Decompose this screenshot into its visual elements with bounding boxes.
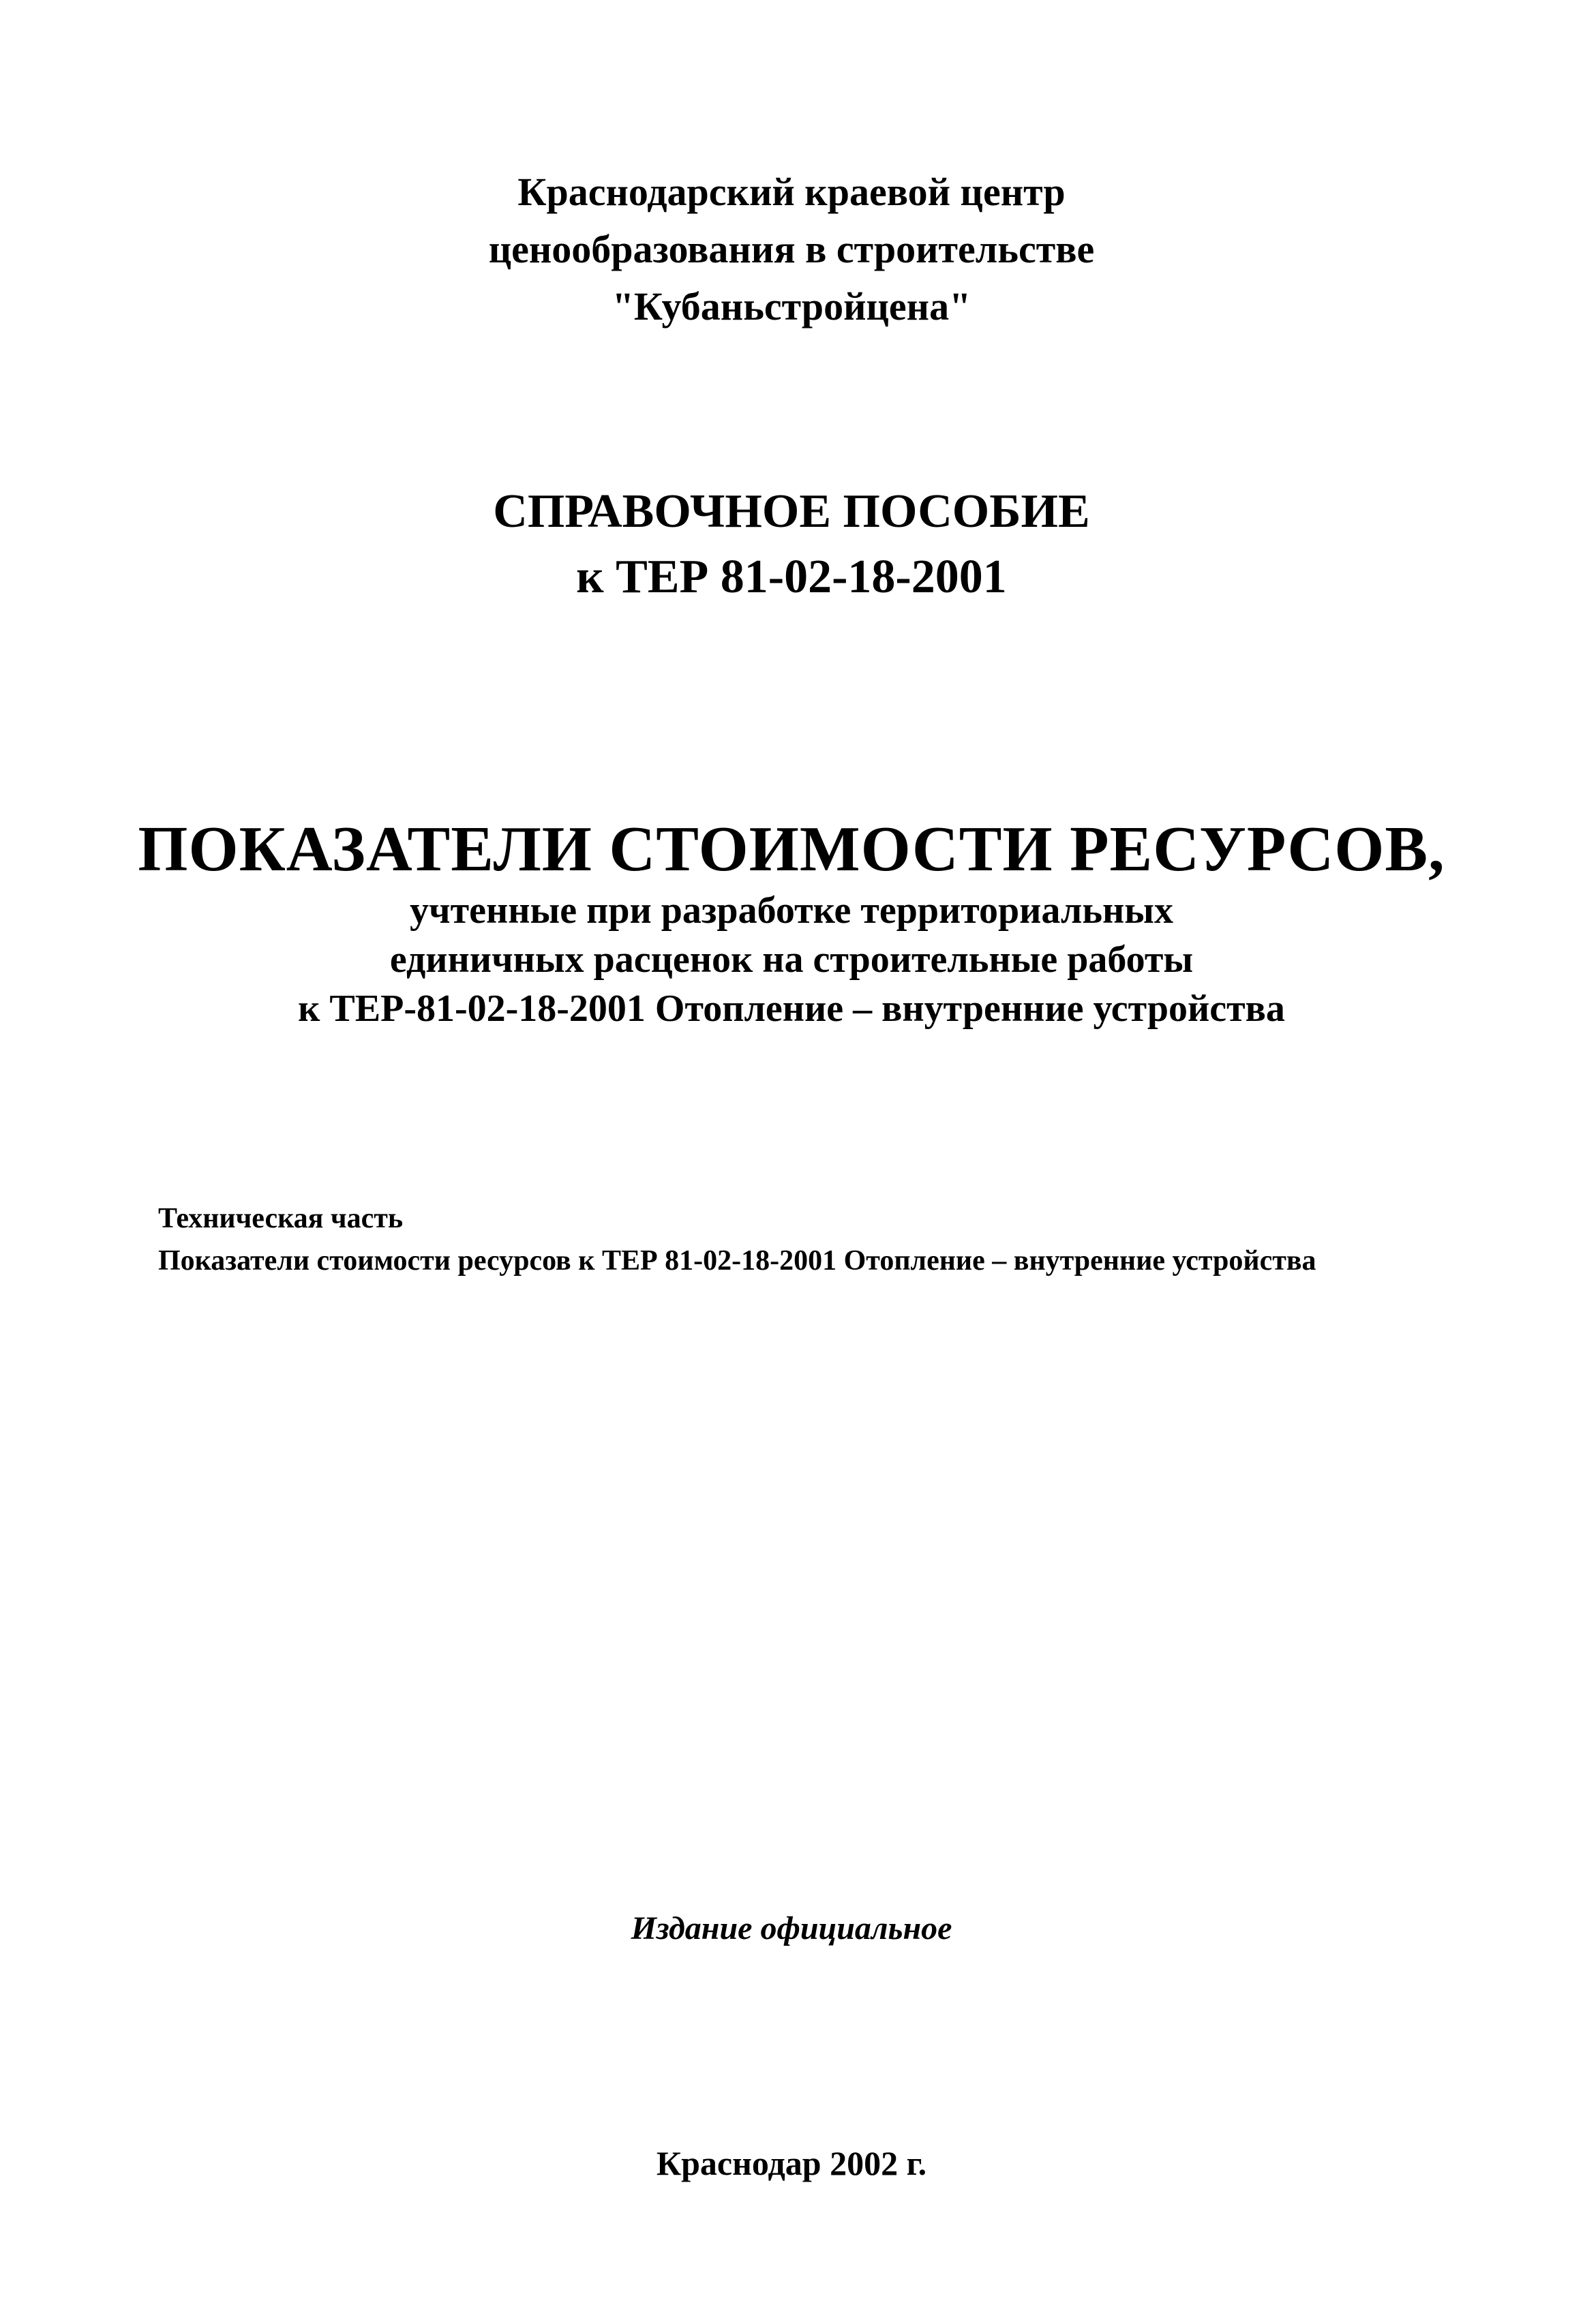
subtitle-line-3: к ТЕР-81-02-18-2001 Отопление – внутренние устройства: [298, 988, 1285, 1030]
edition-text: Издание официальное: [631, 1910, 952, 1946]
contents-item-resource-costs: Показатели стоимости ресурсов к ТЕР 81-02-18-2001 Отопление – внутренние устройства: [158, 1245, 1316, 1276]
manual-title-line-2: к ТЕР 81-02-18-2001: [576, 551, 1007, 603]
main-heading-title: ПОКАЗАТЕЛИ СТОИМОСТИ РЕСУРСОВ,: [138, 814, 1445, 885]
subtitle-line-1: учтенные при разработке территориальных: [410, 889, 1173, 932]
contents-item-technical-part: Техническая часть: [158, 1203, 404, 1234]
organization-line-1: Краснодарский краевой центр: [517, 170, 1066, 214]
main-heading: [0, 811, 1583, 887]
imprint: [0, 2142, 1583, 2184]
imprint-place-year: Краснодар 2002 г.: [656, 2144, 927, 2182]
edition-note: [0, 1908, 1583, 1949]
organization-line-2: ценообразования в строительстве: [488, 227, 1095, 271]
organization-header: [0, 164, 1583, 335]
manual-title-line-1: СПРАВОЧНОЕ ПОСОБИЕ: [493, 485, 1090, 538]
organization-line-3: "Кубаньстройцена": [612, 284, 971, 328]
contents-list: [158, 1197, 1453, 1282]
subtitle-line-2: единичных расценок на строительные работы: [389, 938, 1194, 981]
manual-title: [0, 479, 1583, 610]
main-heading-subtitle: [0, 886, 1583, 1033]
